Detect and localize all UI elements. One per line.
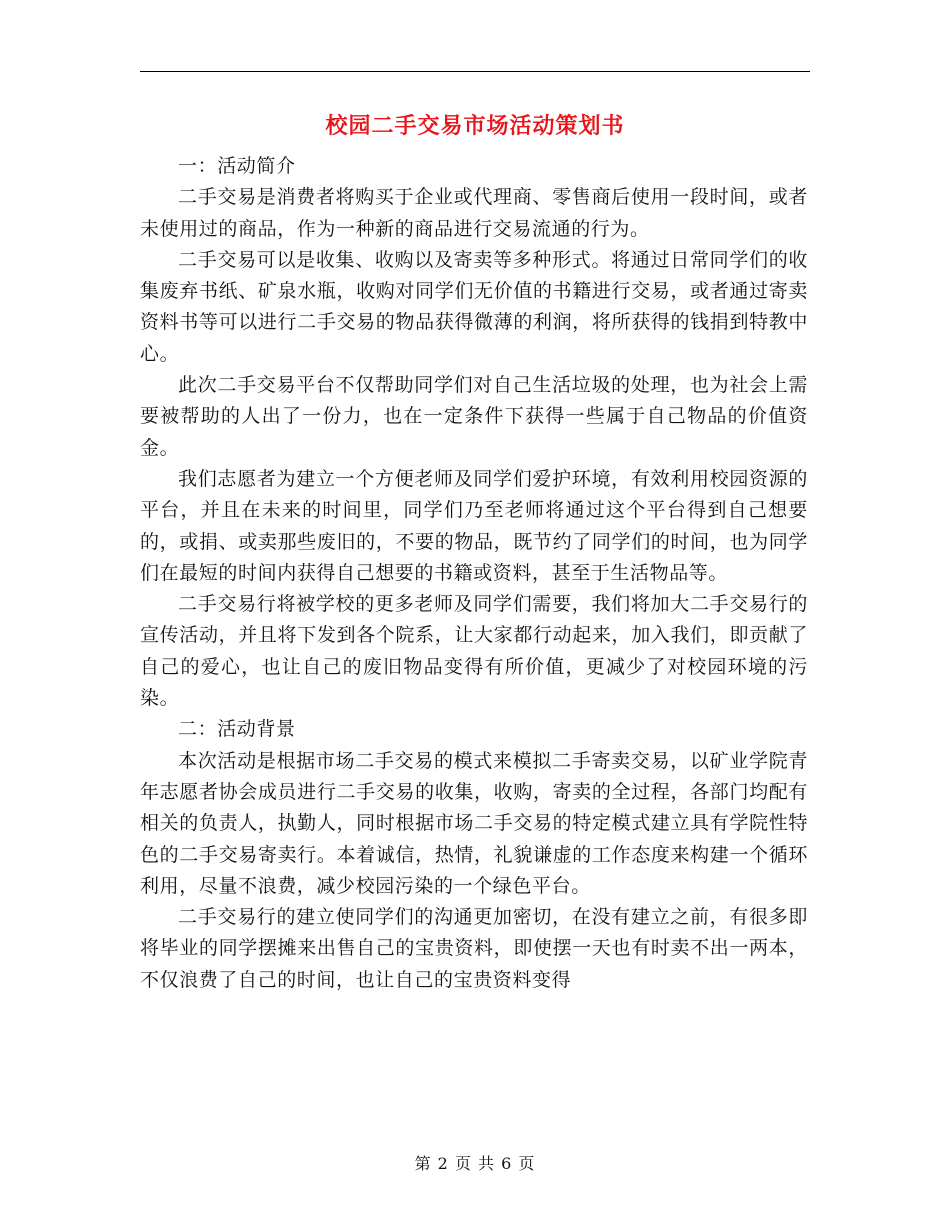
- paragraph: 二手交易可以是收集、收购以及寄卖等多种形式。将通过日常同学们的收集废弃书纸、矿泉水瓶，收购对同学们无价值的书籍进行交易，或者通过寄卖资料书等可以进行二手交易的物品获得微薄的利润，将所获得的钱捐到特教中心。: [140, 248, 808, 365]
- document-body: [140, 151, 808, 996]
- paragraph: 本次活动是根据市场二手交易的模式来模拟二手寄卖交易，以矿业学院青年志愿者协会成员进行二手交易的收集，收购，寄卖的全过程，各部门均配有相关的负责人，执勤人，同时根据市场二手交易的特定模式建立具有学院性特色的二手交易寄卖行。本着诚信，热情，礼貌谦虚的工作态度来构建一个循环利用，尽量不浪费，减少校园污染的一个绿色平台。: [140, 749, 808, 897]
- paragraph: 二手交易行的建立使同学们的沟通更加密切，在没有建立之前，有很多即将毕业的同学摆摊来出售自己的宝贵资料，即使摆一天也有时卖不出一两本，不仅浪费了自己的时间，也让自己的宝贵资料变得: [140, 906, 808, 991]
- paragraph: 我们志愿者为建立一个方便老师及同学们爱护环境，有效利用校园资源的平台，并且在未来的时间里，同学们乃至老师将通过这个平台得到自己想要的，或捐、或卖那些废旧的，不要的物品，既节约了同学们的时间，也为同学们在最短的时间内获得自己想要的书籍或资料，甚至于生活物品等。: [140, 467, 808, 584]
- paragraph: 二手交易是消费者将购买于企业或代理商、零售商后使用一段时间，或者未使用过的商品，作为一种新的商品进行交易流通的行为。: [140, 186, 808, 240]
- page-number-footer: 第 2 页 共 6 页: [414, 1154, 536, 1173]
- header-rule: [140, 71, 810, 72]
- section-heading-intro: 一：活动简介: [178, 155, 296, 177]
- section-heading-background: 二：活动背景: [178, 718, 296, 741]
- paragraph: 此次二手交易平台不仅帮助同学们对自己生活垃圾的处理，也为社会上需要被帮助的人出了一份力，也在一定条件下获得一些属于自己物品的价值资金。: [140, 374, 808, 459]
- document-title: 校园二手交易市场活动策划书: [325, 113, 625, 139]
- paragraph: 二手交易行将被学校的更多老师及同学们需要，我们将加大二手交易行的宣传活动，并且将下发到各个院系，让大家都行动起来，加入我们，即贡献了自己的爱心，也让自己的废旧物品变得有所价值，更减少了对校园环境的污染。: [140, 593, 808, 710]
